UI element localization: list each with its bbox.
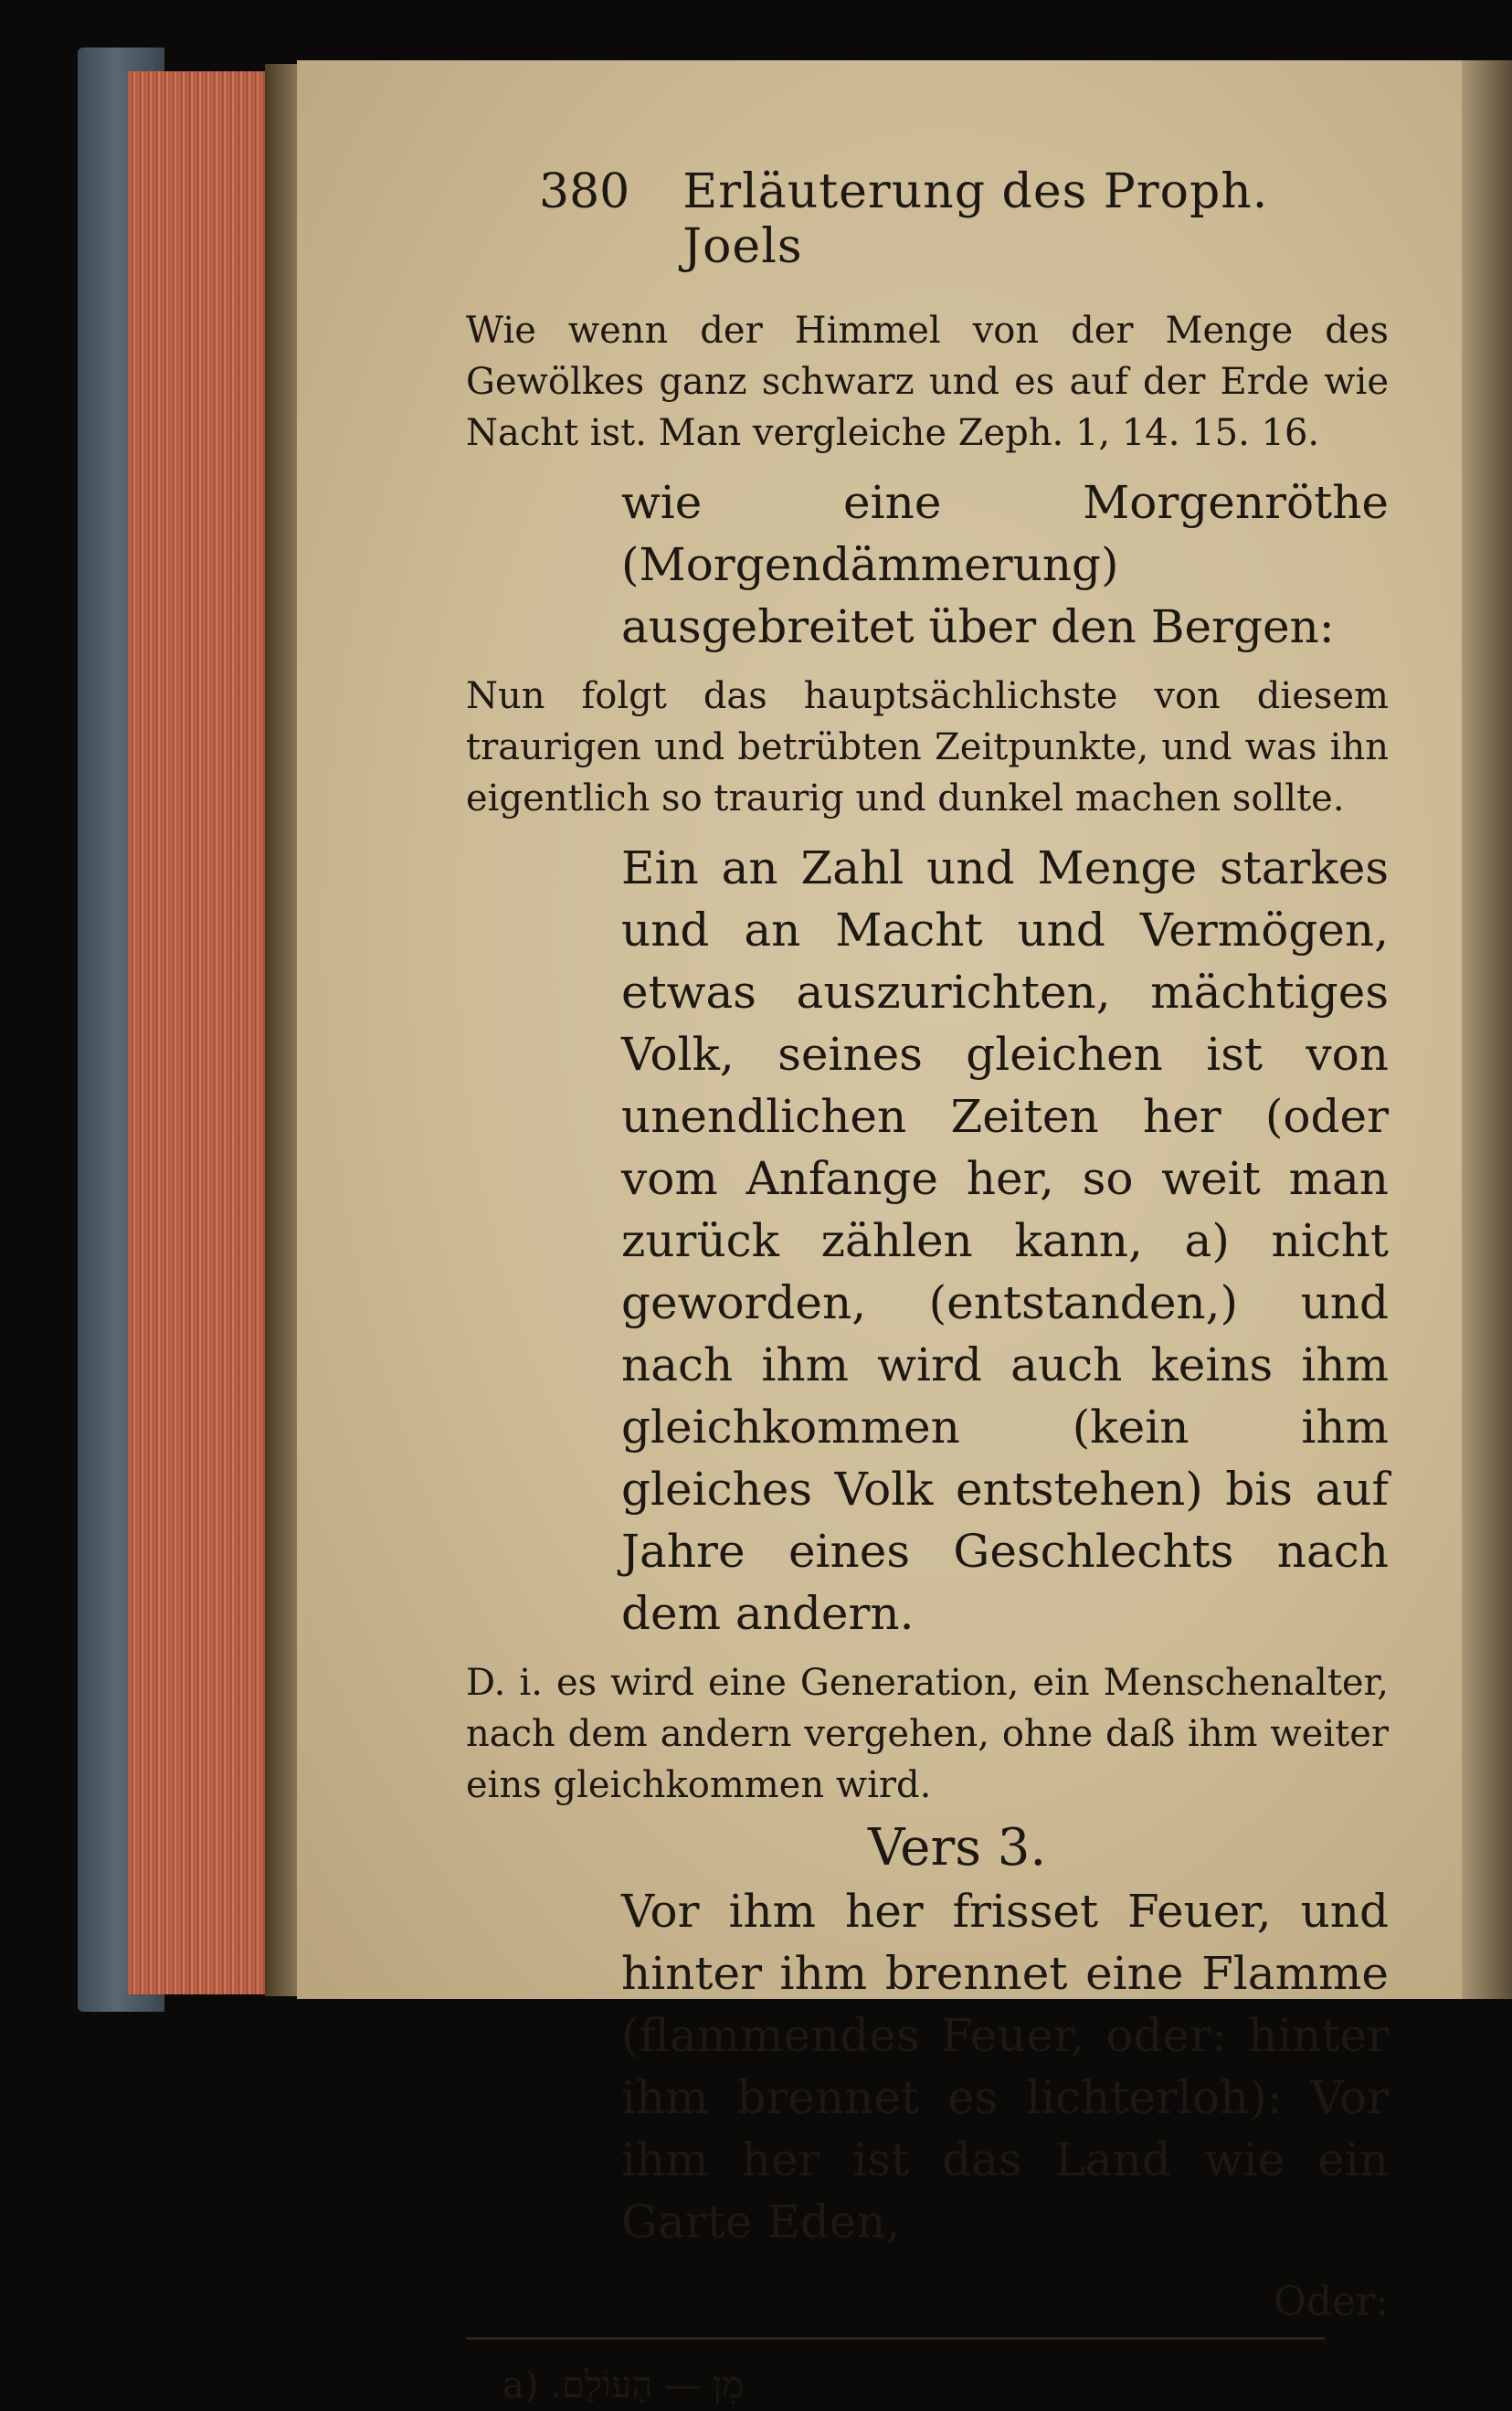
- footnote-rule: [466, 2337, 1325, 2340]
- scripture-paragraph: Vor ihm her frisset Feuer, und hinter ihm brennet eine Flamme (flammendes Feuer, oder: hinter ihm brennet es lichterloh): Vor ihm her ist das Land wie ein Garte Eden,: [621, 1885, 1389, 2248]
- running-title: Erläuterung des Proph. Joels: [682, 164, 1269, 274]
- commentary-paragraph: Nun folgt das hauptsächlichste von diesem traurigen und betrübten Zeitpunkte, und was ihn eigentlich so traurig und dunkel machen sollte.: [466, 675, 1389, 820]
- scripture-paragraph: wie eine Morgenröthe (Morgendämmerung) ausgebreitet über den Bergen:: [621, 476, 1389, 653]
- verse-heading: Vers 3.: [868, 1818, 1047, 1877]
- catchword: Oder:: [1273, 2279, 1389, 2325]
- footnote-marker: a): [502, 2364, 539, 2406]
- commentary-paragraph: Wie wenn der Himmel von der Menge des Gewölkes ganz schwarz und es auf der Erde wie Nacht ist. Man vergleiche Zeph. 1, 14. 15. 16.: [466, 310, 1389, 454]
- page-content: [466, 164, 1389, 2411]
- page-number: 380: [539, 164, 630, 219]
- footnote: [502, 2360, 1389, 2411]
- running-header: [539, 164, 1389, 274]
- footnote-text: מִן — הָעוֹלָם.: [550, 2364, 744, 2406]
- scripture-paragraph: Ein an Zahl und Menge starkes und an Macht und Vermögen, etwas auszurichten, mächtiges Volk, seines gleichen ist von unendlichen Zeiten her (oder vom Anfange her, so weit man zurück zählen kann, a) nicht geworden, (entstanden,) und nach ihm wird auch keins ihm gleichkommen (kein ihm gleiches Volk entstehen) bis auf Jahre eines Geschlechts nach dem andern.: [621, 841, 1389, 1640]
- commentary-paragraph: D. i. es wird eine Generation, ein Menschenalter, nach dem andern vergehen, ohne daß ihm weiter eins gleichkommen wird.: [466, 1662, 1389, 1806]
- page-shadow: [1462, 60, 1512, 1999]
